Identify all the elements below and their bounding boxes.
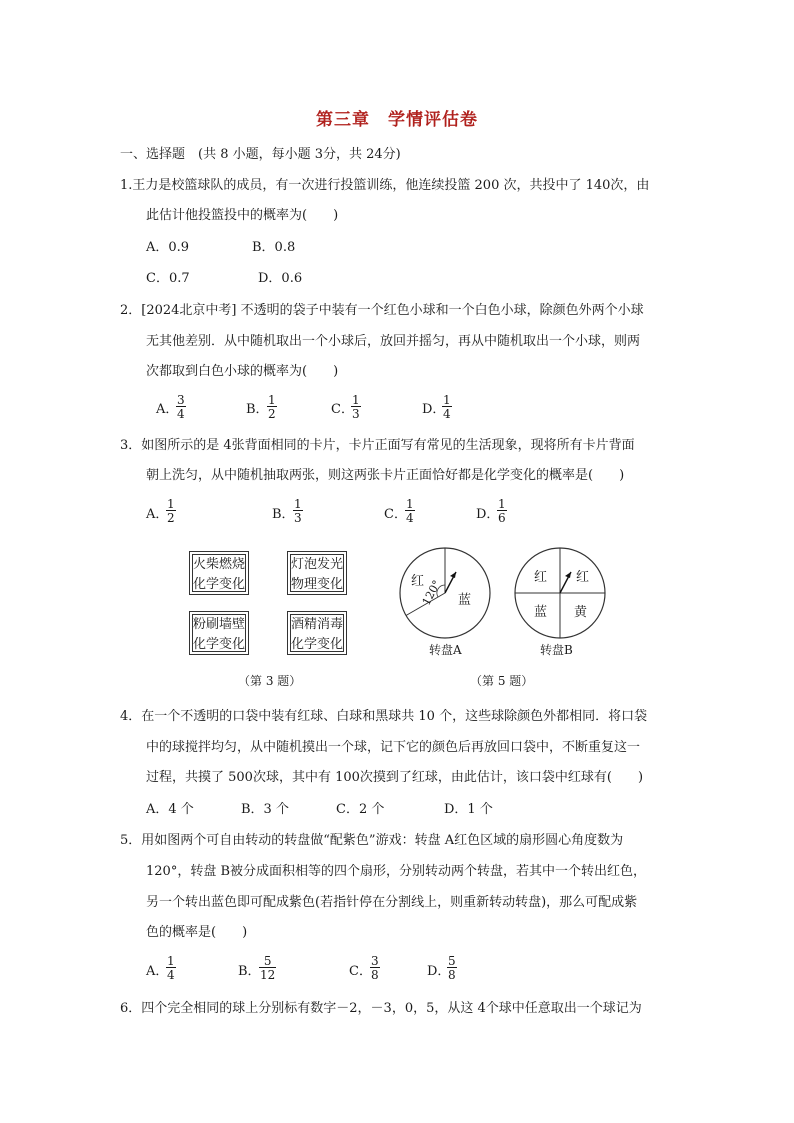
numerator: 1 — [294, 497, 302, 511]
denominator: 2 — [167, 511, 175, 525]
card-3 — [189, 611, 249, 655]
denominator: 4 — [167, 968, 175, 982]
q2-line1: 2．[2024北京中考] 不透明的袋子中装有一个红色小球和一个白色小球，除颜色外两个小球 — [120, 303, 644, 318]
card-4 — [287, 611, 347, 655]
q5-option-c-fraction — [370, 955, 380, 981]
denominator: 4 — [443, 407, 451, 421]
card-3-top: 粉刷墙壁 — [193, 617, 246, 632]
q1-option-c: C．0.7 — [146, 271, 190, 286]
q3-option-c-fraction — [405, 498, 415, 524]
numerator: 1 — [268, 393, 276, 407]
card-1-bottom: 化学变化 — [193, 577, 246, 592]
q2-option-b-fraction — [267, 394, 277, 420]
q2-option-d-label: D． — [422, 402, 446, 417]
q1-line1: 1.王力是校篮球队的成员，有一次进行投篮训练，他连续投篮 200 次，共投中了 140次，由 — [120, 178, 650, 193]
denominator: 2 — [268, 407, 276, 421]
q5-option-a-label: A． — [146, 964, 169, 979]
spinner-a — [398, 546, 498, 666]
card-3-bottom: 化学变化 — [193, 637, 246, 652]
spinner-b-top-left-label: 红 — [534, 570, 548, 585]
q1-line2: 此估计他投篮投中的概率为( ) — [146, 208, 339, 223]
numerator: 3 — [371, 954, 379, 968]
card-4-top: 酒精消毒 — [291, 617, 344, 632]
q5-line3: 另一个转出蓝色即可配成紫色(若指针停在分割线上，则重新转动转盘)，那么可配成紫 — [146, 895, 638, 910]
q2-option-c-fraction — [351, 394, 361, 420]
q2-line2: 无其他差别．从中随机取出一个小球后，放回并摇匀，再从中随机取出一个小球，则两 — [146, 334, 641, 349]
denominator: 3 — [294, 511, 302, 525]
q4-line1: 4．在一个不透明的口袋中装有红球、白球和黑球共 10 个，这些球除颜色外都相同．将口袋 — [120, 709, 648, 724]
numerator: 1 — [443, 393, 451, 407]
denominator: 4 — [177, 407, 185, 421]
numerator: 1 — [167, 954, 175, 968]
q4-option-d: D．1 个 — [444, 802, 493, 817]
numerator: 3 — [177, 393, 185, 407]
numerator: 1 — [167, 497, 175, 511]
spinner-b — [512, 546, 612, 666]
card-4-bottom: 化学变化 — [291, 637, 344, 652]
spinner-b-caption: 转盘B — [540, 643, 573, 657]
q3-option-b-fraction — [293, 498, 303, 524]
q3-line1: 3．如图所示的是 4张背面相同的卡片，卡片正面写有常见的生活现象，现将所有卡片背面 — [120, 438, 635, 453]
denominator: 8 — [448, 968, 456, 982]
spinner-a-red-label: 红 — [411, 574, 425, 589]
q3-option-b-label: B． — [272, 507, 295, 522]
q2-option-c-label: C． — [331, 402, 354, 417]
numerator: 1 — [352, 393, 360, 407]
q5-option-a-fraction — [166, 955, 176, 981]
q3-option-d-fraction — [497, 498, 507, 524]
q4-line3: 过程，共摸了 500次球，其中有 100次摸到了红球，由此估计，该口袋中红球有( ) — [146, 770, 644, 785]
q2-option-d-fraction — [442, 394, 452, 420]
q1-option-d: D．0.6 — [258, 271, 303, 286]
q4-option-b: B．3 个 — [241, 802, 289, 817]
card-2-bottom: 物理变化 — [291, 577, 344, 592]
denominator: 8 — [371, 968, 379, 982]
denominator: 12 — [260, 968, 276, 982]
q2-option-a-label: A． — [156, 402, 179, 417]
q2-line3: 次都取到白色小球的概率为( ) — [146, 364, 339, 379]
section-heading: 一、选择题 (共 8 小题，每小题 3分，共 24分) — [120, 147, 401, 162]
card-1 — [189, 551, 249, 595]
q3-option-a-label: A． — [146, 507, 169, 522]
spinner-a-angle-label: 120° — [419, 578, 444, 608]
q5-option-c-label: C． — [349, 964, 372, 979]
denominator: 6 — [498, 511, 506, 525]
card-2 — [287, 551, 347, 595]
q5-line4: 色的概率是( ) — [146, 925, 248, 940]
numerator: 5 — [263, 954, 272, 968]
q4-line2: 中的球搅拌均匀，从中随机摸出一个球，记下它的颜色后再放回口袋中，不断重复这一 — [146, 740, 641, 755]
q1-option-a: A．0.9 — [146, 240, 190, 255]
q5-option-d-label: D． — [427, 964, 451, 979]
numerator: 5 — [448, 954, 456, 968]
spinner-a-pointer-head — [450, 572, 456, 578]
q3-option-c-label: C． — [384, 507, 407, 522]
spinner-a-caption: 转盘A — [429, 643, 462, 657]
q2-option-a-fraction — [176, 394, 186, 420]
q4-option-a: A．4 个 — [146, 802, 194, 817]
spinner-b-top-right-label: 红 — [576, 570, 590, 585]
spinner-b-bottom-right-label: 黄 — [574, 605, 588, 620]
q3-line2: 朝上洗匀，从中随机抽取两张，则这两张卡片正面恰好都是化学变化的概率是( ) — [146, 468, 625, 483]
spinner-a-blue-label: 蓝 — [458, 593, 472, 608]
q2-option-b-label: B． — [246, 402, 269, 417]
spinner-b-bottom-left-label: 蓝 — [534, 605, 548, 620]
q5-line1: 5．用如图两个可自由转动的转盘做“配紫色”游戏：转盘 A红色区域的扇形圆心角度数为 — [120, 833, 624, 848]
figure-caption-q5: （第 5 题） — [470, 674, 534, 688]
q1-option-b: B．0.8 — [252, 240, 296, 255]
q5-option-b-label: B． — [238, 964, 261, 979]
card-1-top: 火柴燃烧 — [193, 557, 246, 572]
denominator: 4 — [406, 511, 414, 525]
q3-option-d-label: D． — [476, 507, 500, 522]
figure-caption-q3: （第 3 题） — [238, 674, 302, 688]
q6-line1: 6．四个完全相同的球上分别标有数字－2，－3，0，5，从这 4个球中任意取出一个球记为 — [120, 1001, 642, 1016]
denominator: 3 — [352, 407, 360, 421]
q3-option-a-fraction — [166, 498, 176, 524]
numerator: 1 — [406, 497, 414, 511]
page-title: 第三章 学情评估卷 — [316, 110, 478, 130]
card-2-top: 灯泡发光 — [291, 557, 344, 572]
q5-option-d-fraction — [447, 955, 457, 981]
numerator: 1 — [498, 497, 506, 511]
spinner-b-pointer-head — [565, 572, 571, 578]
q5-option-b-fraction — [259, 955, 276, 981]
q5-line2: 120°，转盘 B被分成面积相等的四个扇形，分别转动两个转盘，若其中一个转出红色， — [146, 864, 646, 879]
q4-option-c: C．2 个 — [336, 802, 385, 817]
